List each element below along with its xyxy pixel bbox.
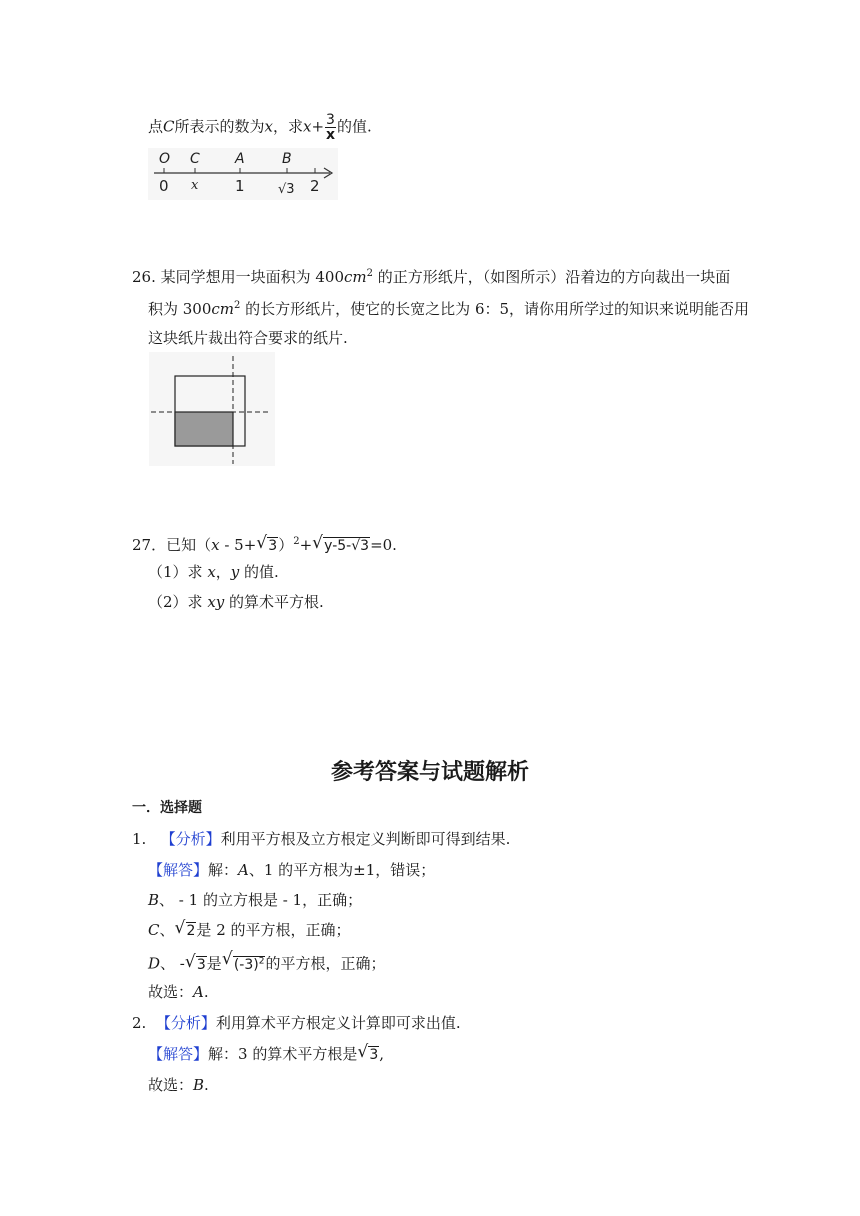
sqrt-3: √ 3 bbox=[184, 951, 206, 973]
label-C: C bbox=[190, 151, 200, 167]
paper-cutting-figure bbox=[149, 352, 275, 466]
label-0: 0 bbox=[159, 177, 169, 195]
label-2: 2 bbox=[310, 177, 320, 195]
q26-line1: 26. 某同学想用一块面积为 $400cm^2$ 的正方形纸片，（如图所示）沿着边的方向裁出一块面 bbox=[132, 268, 731, 286]
shaded-rectangle bbox=[175, 412, 233, 446]
answer-1-option-c: C、 √ 2是 2 的平方根，正确； bbox=[148, 918, 351, 939]
label-x: x bbox=[191, 178, 199, 193]
sqrt-3: √ 3 bbox=[256, 533, 278, 554]
q27-part2: （2）求 xy 的算术平方根. bbox=[148, 593, 324, 611]
sqrt-neg3-squared: √ $(-3)^2$ bbox=[221, 949, 265, 973]
answer-1-analysis: 1. 【分析】利用平方根及立方根定义判断即可得到结果. bbox=[132, 830, 511, 848]
label-O: O bbox=[159, 151, 171, 167]
answer-2-choice: 故选：B. bbox=[148, 1076, 209, 1094]
number-line-figure bbox=[148, 148, 338, 200]
label-sqrt3: √3 bbox=[278, 182, 295, 197]
q27-part1: （1）求 x，y 的值. bbox=[148, 563, 279, 581]
sqrt-y-expression: √ y-5-√3 bbox=[312, 533, 370, 554]
answer-1-choice: 故选：A. bbox=[148, 983, 209, 1001]
answer-1-option-b: B、 - 1 的立方根是 - 1，正确； bbox=[148, 891, 363, 909]
answer-title: 参考答案与试题解析 bbox=[330, 760, 529, 785]
label-A: A bbox=[235, 151, 245, 167]
q26-line2: 积为 $300cm^2$ 的长方形纸片，使它的长宽之比为 6：5，请你用所学过的知识来说明能否用 bbox=[148, 300, 750, 318]
section-heading: 一．选择题 bbox=[132, 800, 202, 816]
answer-1-option-d: D、 - √ 3是 √ $(-3)^2$的平方根，正确； bbox=[148, 949, 386, 973]
answer-2-solution: 【解答】解：3 的算术平方根是 √ 3, bbox=[148, 1042, 385, 1063]
sqrt-2: √ 2 bbox=[174, 918, 196, 939]
q26-line3: 这块纸片裁出符合要求的纸片. bbox=[148, 329, 348, 347]
label-B: B bbox=[282, 151, 292, 167]
q25-text: 点C所表示的数为x，求x+ $\frac{3}{x}$ 的值. bbox=[148, 112, 372, 143]
answer-1-solution: 【解答】解：A、1 的平方根为±1，错误； bbox=[148, 861, 436, 879]
answer-2-analysis: 2. 【分析】利用算术平方根定义计算即可求出值. bbox=[132, 1014, 461, 1032]
label-1: 1 bbox=[235, 177, 245, 195]
fraction-3-over-x: $\frac{3}{x}$ bbox=[325, 112, 336, 143]
sqrt-3: √ 3 bbox=[357, 1042, 379, 1063]
q27-text: 27．已知（x - 5+ √ 3）$^2$+ √ y-5-√3=0. bbox=[132, 533, 397, 554]
